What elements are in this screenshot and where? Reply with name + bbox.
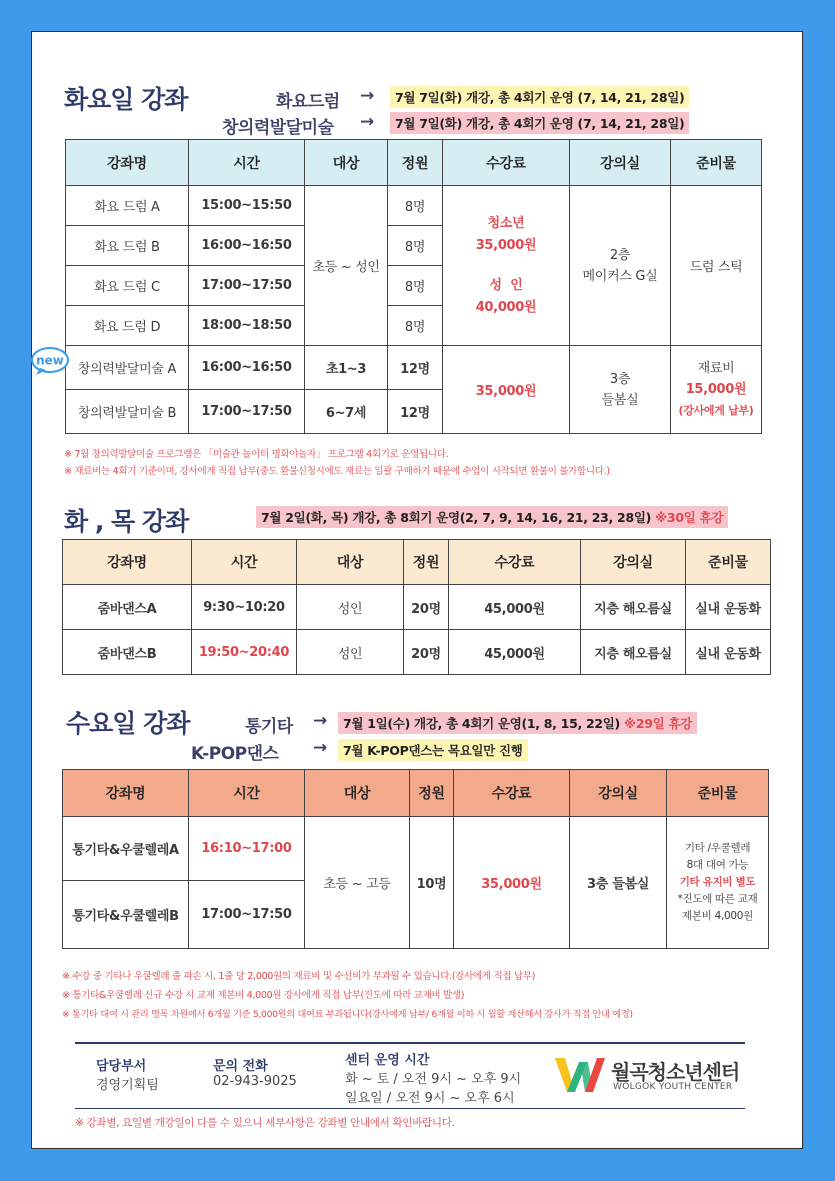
art-course-label: 창의력발달미술 (222, 118, 334, 138)
header-supplies: 준비물 (667, 770, 769, 817)
course-supplies: 실내 운동화 (686, 630, 771, 675)
course-target: 초등 ~ 성인 (305, 186, 388, 346)
tuesday-section-title: 화요일 강좌 (64, 85, 188, 114)
course-time: 17:00~17:50 (189, 881, 305, 949)
course-time: 16:10~17:00 (189, 817, 305, 881)
adult-fee-label: 성 인 (489, 277, 523, 293)
drum-course-label: 화요드럼 (276, 92, 340, 112)
arrow-icon: → (360, 112, 375, 132)
course-time: 18:00~18:50 (189, 306, 305, 346)
hours-weekday: 화 ~ 토 / 오전 9시 ~ 오후 9시 (345, 1072, 522, 1087)
course-time: 17:00~17:50 (189, 266, 305, 306)
course-capacity: 12명 (388, 390, 443, 434)
drum-schedule-info: 7월 7일(화) 개강, 총 4회기 운영 (7, 14, 21, 28일) (390, 86, 689, 108)
header-capacity: 정원 (410, 770, 454, 817)
bottom-note: ※ 강좌별, 요일별 개강일이 다를 수 있으니 세부사항은 강좌별 안내에서 확인바랍니다. (75, 1117, 455, 1129)
phone-value: 02-943-9025 (213, 1074, 297, 1089)
course-fee: 45,000원 (449, 585, 581, 630)
table-header-row (63, 540, 771, 585)
course-name: 창의력발달미술 A (66, 346, 189, 390)
course-time: 9:30~10:20 (192, 585, 297, 630)
course-time: 15:00~15:50 (189, 186, 305, 226)
supplies-line: 제본비 4,000원 (682, 910, 753, 922)
wednesday-section-title: 수요일 강좌 (66, 709, 190, 738)
table-row (63, 630, 771, 675)
logo-english: WOLGOK YOUTH CENTER (613, 1082, 733, 1092)
youth-fee-value: 35,000원 (475, 237, 537, 253)
footer-divider-top (75, 1042, 745, 1044)
header-capacity: 정원 (404, 540, 449, 585)
course-time: 16:00~16:50 (189, 346, 305, 390)
svg-text:new: new (36, 353, 64, 368)
adult-fee-value: 40,000원 (475, 299, 537, 315)
supplies-line: 기타 /우쿨렐레 (684, 842, 751, 854)
art-supplies-fee: 15,000원 (685, 382, 747, 397)
hours-sunday: 일요일 / 오전 9시 ~ 오후 6시 (345, 1091, 515, 1106)
table-row (63, 585, 771, 630)
art-supplies-label: 재료비 (697, 361, 735, 376)
course-target: 성인 (297, 630, 404, 675)
header-fee: 수강료 (443, 140, 570, 186)
course-supplies: 실내 운동화 (686, 585, 771, 630)
drum-room: 2층 메이커스 G실 (570, 186, 671, 346)
phone-label: 문의 전화 (213, 1059, 268, 1074)
new-badge-icon (30, 346, 70, 376)
tuesday-course-table (65, 139, 762, 434)
tue-thu-schedule-info (256, 506, 728, 528)
course-name: 화요 드럼 C (66, 266, 189, 306)
course-name: 화요 드럼 A (66, 186, 189, 226)
header-room: 강의실 (570, 770, 667, 817)
art-supplies-note: (강사에게 납부) (678, 404, 754, 417)
arrow-icon: → (313, 711, 328, 731)
art-supplies (671, 346, 762, 434)
art-fee: 35,000원 (443, 346, 570, 434)
header-room: 강의실 (581, 540, 686, 585)
course-name: 줌바댄스B (63, 630, 192, 675)
table-header-row (66, 140, 762, 186)
course-room: 지층 해오름실 (581, 585, 686, 630)
course-capacity: 8명 (388, 266, 443, 306)
header-target: 대상 (297, 540, 404, 585)
header-target: 대상 (305, 140, 388, 186)
footer-divider-bottom (75, 1108, 745, 1109)
header-course-name: 강좌명 (66, 140, 189, 186)
wednesday-note-1: ※ 수강 중 기타나 우쿨렐레 줄 파손 시, 1줄 당 2,000원의 재료비 및 수선비가 부과될 수 있습니다.(강사에게 직접 납부) (62, 971, 536, 982)
header-fee: 수강료 (454, 770, 570, 817)
header-fee: 수강료 (449, 540, 581, 585)
drum-supplies: 드럼 스틱 (671, 186, 762, 346)
wolgok-logo-icon (553, 1054, 607, 1096)
header-target: 대상 (305, 770, 410, 817)
course-name: 창의력발달미술 B (66, 390, 189, 434)
supplies-line: 8대 대여 가능 (686, 859, 749, 871)
hours-label: 센터 운영 시간 (345, 1053, 430, 1068)
course-capacity: 8명 (388, 306, 443, 346)
course-room: 3층 들봄실 (570, 817, 667, 949)
course-time: 19:50~20:40 (192, 630, 297, 675)
course-name: 줌바댄스A (63, 585, 192, 630)
course-supplies (667, 817, 769, 949)
table-row (66, 186, 762, 226)
wednesday-note-3: ※ 통기타 대여 시 관리 명목 차원에서 6개월 기준 5,000원의 대여료 부과됩니다(강사에게 납부/ 6개월 이하 시 월할 계산해서 강사가 직접 안내 예정) (62, 1009, 633, 1020)
tuesday-note-2: ※ 재료비는 4회기 기준이며, 강사에게 직접 납부(중도 환불신청시에도 재료는 일괄 구매하기 때문에 수업이 시작되면 환불이 불가합니다.) (64, 466, 610, 477)
course-capacity: 8명 (388, 186, 443, 226)
guitar-info-text: 7월 1일(수) 개강, 총 4회기 운영(1, 8, 15, 22일) (343, 716, 625, 731)
header-supplies: 준비물 (686, 540, 771, 585)
course-target: 성인 (297, 585, 404, 630)
guitar-holiday: ※29일 휴강 (624, 716, 693, 731)
course-capacity: 10명 (410, 817, 454, 949)
table-header-row (63, 770, 769, 817)
logo-name: 월곡청소년센터 (611, 1060, 740, 1084)
tue-thu-info-text: 7월 2일(화, 목) 개강, 총 8회기 운영(2, 7, 9, 14, 16, 21, 23, 28일) (261, 510, 656, 525)
wednesday-note-2: ※ 통기타&우쿨렐레 신규 수강 시 교재 제본비 4,000원 강사에게 직접 납부(진도에 따라 교재비 발생) (62, 990, 465, 1001)
kpop-schedule-info: 7월 K-POP댄스는 목요일만 진행 (338, 739, 528, 761)
center-logo (553, 1052, 753, 1100)
course-name: 화요 드럼 D (66, 306, 189, 346)
header-time: 시간 (192, 540, 297, 585)
arrow-icon: → (313, 738, 328, 758)
course-capacity: 12명 (388, 346, 443, 390)
tue-thu-course-table (62, 539, 771, 675)
header-time: 시간 (189, 770, 305, 817)
course-name: 통기타&우쿨렐레A (63, 817, 189, 881)
course-target: 초1~3 (305, 346, 388, 390)
guitar-schedule-info (338, 712, 697, 734)
header-course-name: 강좌명 (63, 540, 192, 585)
art-room: 3층 들봄실 (570, 346, 671, 434)
course-fee: 45,000원 (449, 630, 581, 675)
course-room: 지층 해오름실 (581, 630, 686, 675)
supplies-line: *진도에 따른 교재 (677, 893, 758, 905)
header-capacity: 정원 (388, 140, 443, 186)
dept-value: 경영기획팀 (96, 1078, 159, 1093)
course-time: 17:00~17:50 (189, 390, 305, 434)
course-capacity: 20명 (404, 585, 449, 630)
kpop-course-label: K-POP댄스 (191, 744, 279, 764)
tuesday-note-1: ※ 7월 창의력발달미술 프로그램은 「미술관 놀이터 명화야놀자」 프로그램 4회기로 운영됩니다. (64, 449, 449, 460)
header-supplies: 준비물 (671, 140, 762, 186)
tue-thu-section-title: 화 , 목 강좌 (64, 507, 189, 536)
table-row (66, 346, 762, 390)
course-capacity: 8명 (388, 226, 443, 266)
youth-fee-label: 청소년 (487, 215, 525, 231)
art-schedule-info: 7월 7일(화) 개강, 총 4회기 운영 (7, 14, 21, 28일) (390, 112, 689, 134)
header-course-name: 강좌명 (63, 770, 189, 817)
table-row (63, 817, 769, 881)
course-name: 통기타&우쿨렐레B (63, 881, 189, 949)
supplies-line: 기타 유지비 별도 (679, 876, 756, 888)
course-target: 6~7세 (305, 390, 388, 434)
course-name: 화요 드럼 B (66, 226, 189, 266)
guitar-course-label: 통기타 (245, 717, 293, 737)
course-capacity: 20명 (404, 630, 449, 675)
header-time: 시간 (189, 140, 305, 186)
header-room: 강의실 (570, 140, 671, 186)
course-target: 초등 ~ 고등 (305, 817, 410, 949)
wednesday-course-table (62, 769, 769, 949)
arrow-icon: → (360, 86, 375, 106)
drum-fee (443, 186, 570, 346)
dept-label: 담당부서 (96, 1059, 147, 1074)
course-fee: 35,000원 (454, 817, 570, 949)
course-time: 16:00~16:50 (189, 226, 305, 266)
tue-thu-holiday: ※30일 휴강 (655, 510, 724, 525)
